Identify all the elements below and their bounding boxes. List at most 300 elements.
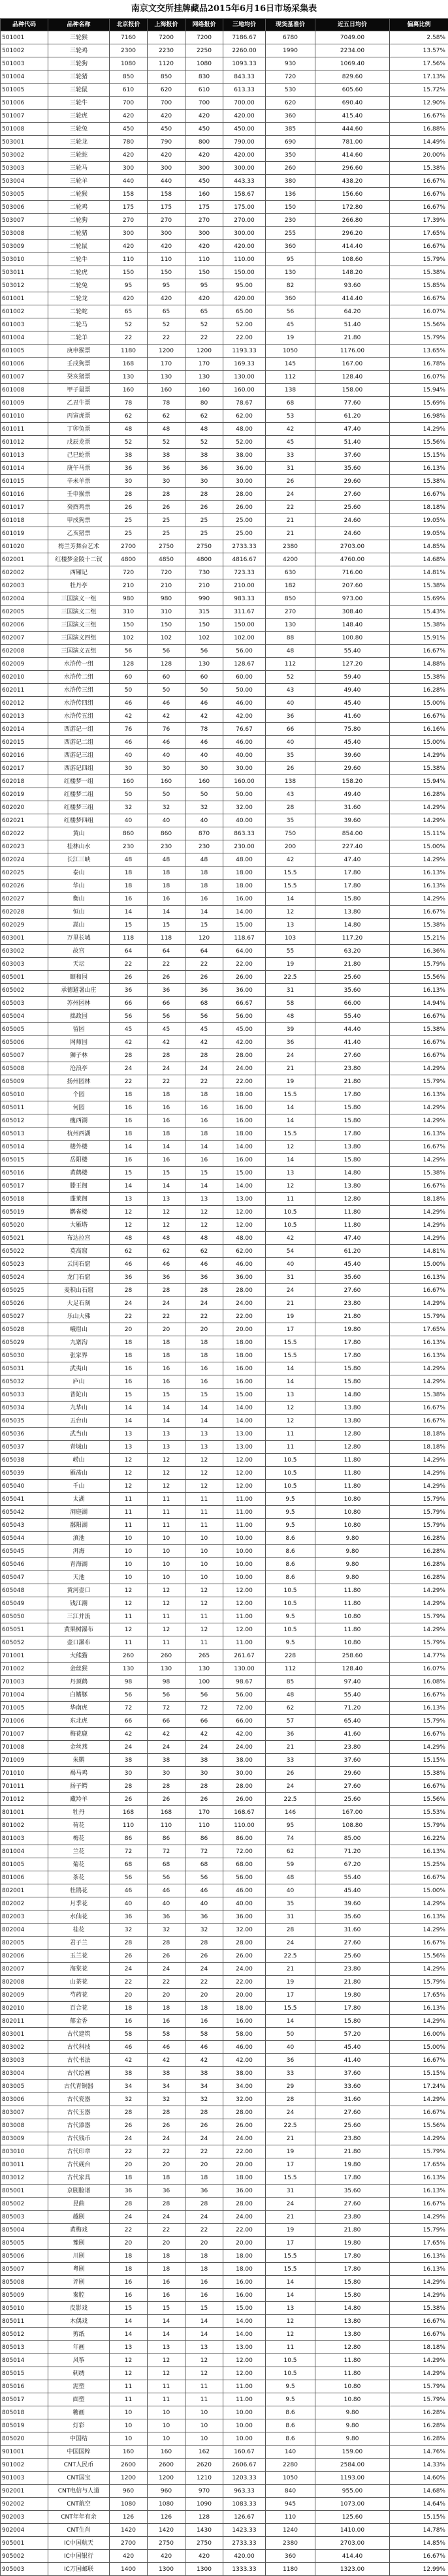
cell-online: 20 (185, 2158, 223, 2171)
cell-online: 62 (185, 410, 223, 423)
cell-deviation: 14.94% (390, 997, 448, 1010)
cell-online: 14 (185, 1402, 223, 1415)
cell-base: 14 (266, 2015, 315, 2028)
cell-shanghai: 78 (148, 397, 185, 410)
cell-code: 803010 (1, 2145, 48, 2158)
table-row (1, 2263, 448, 2276)
cell-online: 28 (185, 2198, 223, 2211)
cell-code: 603002 (1, 945, 48, 958)
table-row (1, 2028, 448, 2041)
cell-5day: 10.80 (315, 1610, 390, 1623)
cell-name: 狮子林 (48, 1049, 110, 1062)
cell-name: 甲戌狗票 (48, 514, 110, 527)
cell-avg: 48.00 (223, 423, 266, 436)
cell-shanghai: 15 (148, 1167, 185, 1180)
cell-deviation: 14.68% (390, 2485, 448, 2498)
cell-avg: 22.00 (223, 331, 266, 345)
table-row (1, 1245, 448, 1258)
cell-code: 503007 (1, 214, 48, 227)
table-row (1, 423, 448, 436)
cell-name: 牡丹 (48, 1806, 110, 1819)
cell-5day: 10.80 (315, 1636, 390, 1649)
cell-deviation: 14.76% (390, 2446, 448, 2459)
cell-online: 7200 (185, 31, 223, 44)
cell-base: 21 (266, 2211, 315, 2224)
cell-code: 801006 (1, 1871, 48, 1884)
cell-deviation: 15.38% (390, 619, 448, 632)
cell-shanghai: 28 (148, 1049, 185, 1062)
cell-beijing: 18 (110, 2263, 148, 2276)
cell-shanghai: 22 (148, 1310, 185, 1323)
table-row (1, 1871, 448, 1884)
cell-beijing: 20 (110, 2158, 148, 2171)
cell-online: 24 (185, 1297, 223, 1310)
cell-code: 802007 (1, 1963, 48, 1976)
cell-beijing: 72 (110, 1845, 148, 1858)
cell-base: 1050 (266, 2472, 315, 2485)
cell-deviation: 16.67% (390, 1049, 448, 1062)
cell-shanghai: 26 (148, 501, 185, 514)
cell-avg: 34.00 (223, 2080, 266, 2093)
cell-base: 850 (266, 592, 315, 606)
cell-name: CNT生肖 (48, 2524, 110, 2537)
cell-online: 12 (185, 2367, 223, 2380)
cell-base: 24 (266, 1780, 315, 1793)
cell-5day: 39.60 (315, 814, 390, 827)
table-row (1, 1610, 448, 1623)
cell-shanghai: 26 (148, 1793, 185, 1806)
cell-avg: 18.00 (223, 1349, 266, 1362)
cell-name: 壬戌狗票 (48, 358, 110, 371)
cell-shanghai: 12 (148, 1454, 185, 1467)
cell-online: 26 (185, 501, 223, 514)
cell-avg: 72.00 (223, 1845, 266, 1858)
cell-code: 605038 (1, 1454, 48, 1467)
cell-deviation: 15.56% (390, 971, 448, 984)
cell-beijing: 58 (110, 2028, 148, 2041)
cell-5day: 10.80 (315, 2393, 390, 2406)
cell-code: 501003 (1, 57, 48, 70)
cell-shanghai: 118 (148, 932, 185, 945)
cell-shanghai: 16 (148, 1154, 185, 1167)
cell-base: 182 (266, 579, 315, 592)
cell-deviation: 16.13% (390, 2263, 448, 2276)
table-row (1, 697, 448, 710)
table-row (1, 1258, 448, 1271)
cell-5day: 13.80 (315, 2328, 390, 2341)
cell-deviation: 16.16% (390, 723, 448, 736)
cell-shanghai: 10 (148, 2432, 185, 2446)
cell-5day: 17.80 (315, 1088, 390, 1101)
cell-5day: 9.80 (315, 1571, 390, 1584)
cell-beijing: 56 (110, 1871, 148, 1884)
cell-5day: 64.20 (315, 305, 390, 318)
cell-code: 602017 (1, 762, 48, 775)
cell-5day: 17.80 (315, 1127, 390, 1141)
cell-deviation: 15.79% (390, 253, 448, 266)
table-row (1, 240, 448, 253)
cell-avg: 46.00 (223, 2041, 266, 2054)
cell-5day: 23.80 (315, 2211, 390, 2224)
cell-5day: 13.80 (315, 1180, 390, 1193)
cell-deviation: 16.78% (390, 358, 448, 371)
cell-name: 千山 (48, 1480, 110, 1493)
cell-beijing: 1400 (110, 2563, 148, 2576)
cell-code: 601002 (1, 305, 48, 318)
cell-name: CNT电信与人道 (48, 2485, 110, 2498)
cell-deviation: 16.13% (390, 880, 448, 893)
cell-avg: 28.00 (223, 1937, 266, 1950)
table-row (1, 1193, 448, 1206)
cell-name: 二轮羊 (48, 331, 110, 345)
cell-beijing: 12 (110, 2367, 148, 2380)
cell-code: 503008 (1, 227, 48, 240)
cell-name: 古代玉器 (48, 2106, 110, 2119)
cell-beijing: 13 (110, 2341, 148, 2354)
cell-deviation: 16.28% (390, 684, 448, 697)
cell-code: 605018 (1, 1193, 48, 1206)
table-row (1, 1793, 448, 1806)
cell-code: 803001 (1, 2028, 48, 2041)
cell-name: 华南虎 (48, 1702, 110, 1715)
cell-deviation: 15.56% (390, 1950, 448, 1963)
table-row (1, 2015, 448, 2028)
cell-name: 泥塑 (48, 2380, 110, 2393)
cell-deviation: 14.29% (390, 801, 448, 814)
table-row (1, 1310, 448, 1323)
cell-beijing: 11 (110, 1506, 148, 1519)
cell-avg: 2733.33 (223, 540, 266, 553)
cell-deviation: 14.29% (390, 1597, 448, 1610)
cell-name: 甲子鼠票 (48, 384, 110, 397)
cell-online: 28 (185, 1049, 223, 1062)
cell-name: 莫高窟 (48, 1245, 110, 1258)
cell-5day: 75.80 (315, 723, 390, 736)
cell-shanghai: 18 (148, 2263, 185, 2276)
cell-beijing: 18 (110, 2250, 148, 2263)
cell-5day: 31.60 (315, 1924, 390, 1937)
cell-shanghai: 16 (148, 1101, 185, 1114)
table-row (1, 2224, 448, 2237)
cell-beijing: 270 (110, 214, 148, 227)
cell-online: 12 (185, 1480, 223, 1493)
cell-beijing: 2700 (110, 540, 148, 553)
cell-code: 701007 (1, 1728, 48, 1741)
cell-code: 605033 (1, 1388, 48, 1402)
table-row (1, 2550, 448, 2563)
cell-base: 15.5 (266, 2171, 315, 2185)
cell-5day: 12.80 (315, 1193, 390, 1206)
cell-online: 1080 (185, 57, 223, 70)
cell-shanghai: 36 (148, 1271, 185, 1284)
cell-base: 9.5 (266, 2380, 315, 2393)
cell-avg: 10.00 (223, 1571, 266, 1584)
cell-beijing: 56 (110, 645, 148, 658)
table-row (1, 1036, 448, 1049)
cell-avg: 420.00 (223, 2550, 266, 2563)
cell-online: 14 (185, 1415, 223, 1428)
cell-5day: 35.60 (315, 462, 390, 475)
cell-name: 中国国粹 (48, 2446, 110, 2459)
cell-name: 古代印章 (48, 2145, 110, 2158)
cell-deviation: 14.29% (390, 1206, 448, 1219)
cell-beijing: 7160 (110, 31, 148, 44)
cell-shanghai: 110 (148, 253, 185, 266)
cell-name: 古代书法 (48, 2054, 110, 2067)
cell-deviation: 15.85% (390, 279, 448, 292)
cell-code: 601020 (1, 540, 48, 553)
cell-shanghai: 60 (148, 671, 185, 684)
cell-avg: 150.00 (223, 619, 266, 632)
cell-beijing: 450 (110, 123, 148, 136)
cell-avg: 18.00 (223, 1336, 266, 1349)
cell-deviation: 14.29% (390, 2276, 448, 2289)
cell-online: 15 (185, 919, 223, 932)
cell-online: 150 (185, 266, 223, 279)
cell-online: 56 (185, 1010, 223, 1023)
cell-base: 1240 (266, 2524, 315, 2537)
cell-online: 34 (185, 2080, 223, 2093)
cell-beijing: 11 (110, 1519, 148, 1532)
cell-code: 603003 (1, 958, 48, 971)
table-row (1, 514, 448, 527)
cell-online: 50 (185, 788, 223, 801)
cell-beijing: 26 (110, 501, 148, 514)
cell-5day: 17.80 (315, 2250, 390, 2263)
cell-deviation: 20.00% (390, 149, 448, 162)
cell-online: 46 (185, 1258, 223, 1271)
cell-code: 803007 (1, 2106, 48, 2119)
cell-beijing: 18 (110, 2171, 148, 2185)
cell-deviation: 14.29% (390, 749, 448, 762)
cell-code: 605019 (1, 1206, 48, 1219)
cell-avg: 158.67 (223, 188, 266, 201)
table-row (1, 788, 448, 801)
cell-shanghai: 72 (148, 1845, 185, 1858)
cell-base: 48 (266, 1689, 315, 1702)
cell-deviation: 13.57% (390, 44, 448, 57)
cell-beijing: 34 (110, 2080, 148, 2093)
cell-avg: 7186.67 (223, 31, 266, 44)
cell-base: 9.5 (266, 1636, 315, 1649)
cell-shanghai: 700 (148, 97, 185, 110)
col-header-shanghai: 上海报价 (148, 19, 185, 31)
cell-avg: 13.00 (223, 1428, 266, 1441)
cell-deviation: 14.33% (390, 2459, 448, 2472)
cell-5day: 39.60 (315, 1897, 390, 1910)
table-row (1, 1702, 448, 1715)
cell-beijing: 13 (110, 1193, 148, 1206)
cell-avg: 12.00 (223, 1454, 266, 1467)
cell-beijing: 12 (110, 1454, 148, 1467)
cell-deviation: 15.79% (390, 331, 448, 345)
cell-beijing: 24 (110, 2132, 148, 2145)
table-row (1, 1180, 448, 1193)
cell-beijing: 24 (110, 1062, 148, 1075)
cell-base: 26 (266, 475, 315, 488)
cell-base: 28 (266, 801, 315, 814)
table-row (1, 1454, 448, 1467)
cell-deviation: 16.13% (390, 2002, 448, 2015)
cell-code: 805018 (1, 2406, 48, 2419)
cell-online: 10 (185, 2406, 223, 2419)
cell-5day: 158.20 (315, 775, 390, 788)
cell-name: 楼外楼 (48, 1141, 110, 1154)
cell-code: 602027 (1, 893, 48, 906)
cell-online: 18 (185, 866, 223, 880)
cell-code: 701004 (1, 1689, 48, 1702)
table-row (1, 2315, 448, 2328)
cell-base: 35 (266, 1897, 315, 1910)
cell-code: 602004 (1, 592, 48, 606)
cell-beijing: 25 (110, 527, 148, 540)
cell-avg: 45.00 (223, 1023, 266, 1036)
cell-deviation: 14.77% (390, 1649, 448, 1663)
cell-code: 805013 (1, 2341, 48, 2354)
cell-avg: 66.00 (223, 1715, 266, 1728)
cell-5day: 29.60 (315, 1767, 390, 1780)
cell-beijing: 150 (110, 266, 148, 279)
cell-beijing: 12 (110, 1597, 148, 1610)
table-row (1, 2093, 448, 2106)
cell-shanghai: 40 (148, 1897, 185, 1910)
cell-shanghai: 310 (148, 606, 185, 619)
table-row (1, 70, 448, 84)
col-header-base: 现货基准价 (266, 19, 315, 31)
cell-avg: 1193.33 (223, 345, 266, 358)
cell-online: 16 (185, 1101, 223, 1114)
cell-avg: 14.00 (223, 1141, 266, 1154)
cell-code: 605008 (1, 1062, 48, 1075)
cell-online: 65 (185, 305, 223, 318)
cell-deviation: 15.00% (390, 697, 448, 710)
cell-base: 14 (266, 1375, 315, 1388)
cell-online: 12 (185, 1597, 223, 1610)
cell-name: 乙丑牛票 (48, 397, 110, 410)
cell-avg: 40.00 (223, 1897, 266, 1910)
cell-avg: 25.00 (223, 527, 266, 540)
cell-avg: 18.00 (223, 866, 266, 880)
cell-avg: 40.00 (223, 749, 266, 762)
cell-name: 水浒传一组 (48, 658, 110, 671)
cell-code: 802010 (1, 2002, 48, 2015)
cell-avg: 18.00 (223, 880, 266, 893)
cell-5day: 35.60 (315, 1271, 390, 1284)
cell-code: 605032 (1, 1375, 48, 1388)
cell-beijing: 160 (110, 775, 148, 788)
cell-avg: 22.00 (223, 2145, 266, 2158)
cell-5day: 414.40 (315, 240, 390, 253)
cell-base: 21 (266, 1963, 315, 1976)
cell-beijing: 24 (110, 2211, 148, 2224)
table-row (1, 397, 448, 410)
cell-5day: 47.40 (315, 423, 390, 436)
cell-5day: 44.40 (315, 1023, 390, 1036)
cell-beijing: 14 (110, 1141, 148, 1154)
cell-5day: 14.80 (315, 1388, 390, 1402)
cell-deviation: 16.13% (390, 866, 448, 880)
table-row (1, 1428, 448, 1441)
cell-base: 59 (266, 1858, 315, 1871)
cell-online: 12 (185, 1206, 223, 1219)
cell-avg: 2606.67 (223, 2459, 266, 2472)
table-row (1, 318, 448, 331)
cell-base: 8.6 (266, 1532, 315, 1545)
cell-online: 1090 (185, 2498, 223, 2511)
cell-shanghai: 38 (148, 2067, 185, 2080)
cell-base: 138 (266, 384, 315, 397)
cell-shanghai: 28 (148, 2198, 185, 2211)
cell-5day: 414.60 (315, 149, 390, 162)
cell-code: 701002 (1, 1663, 48, 1676)
cell-shanghai: 38 (148, 1754, 185, 1767)
cell-base: 360 (266, 292, 315, 305)
col-header-name: 品种名称 (48, 19, 110, 31)
cell-5day: 117.20 (315, 932, 390, 945)
cell-5day: 35.60 (315, 984, 390, 997)
table-row (1, 606, 448, 619)
cell-beijing: 40 (110, 749, 148, 762)
cell-code: 603001 (1, 932, 48, 945)
cell-beijing: 15 (110, 919, 148, 932)
cell-online: 26 (185, 1793, 223, 1806)
cell-online: 970 (185, 2485, 223, 2498)
cell-code: 601005 (1, 345, 48, 358)
cell-online: 315 (185, 606, 223, 619)
table-row (1, 2067, 448, 2080)
cell-shanghai: 110 (148, 1819, 185, 1832)
cell-online: 160 (185, 775, 223, 788)
cell-avg: 26.00 (223, 2119, 266, 2132)
cell-code: 602026 (1, 880, 48, 893)
cell-code: 805015 (1, 2367, 48, 2380)
table-row (1, 1480, 448, 1493)
cell-base: 40 (266, 697, 315, 710)
cell-shanghai: 14 (148, 1180, 185, 1193)
cell-avg: 18.00 (223, 2002, 266, 2015)
table-row (1, 2250, 448, 2263)
cell-beijing: 14 (110, 906, 148, 919)
cell-base: 17 (266, 1323, 315, 1336)
cell-online: 10 (185, 1545, 223, 1558)
cell-5day: 1069.40 (315, 57, 390, 70)
cell-5day: 51.40 (315, 436, 390, 449)
table-row (1, 2328, 448, 2341)
cell-5day: 27.60 (315, 1049, 390, 1062)
cell-base: 62 (266, 1845, 315, 1858)
cell-beijing: 65 (110, 305, 148, 318)
cell-online: 10 (185, 1571, 223, 1584)
cell-base: 8.6 (266, 2432, 315, 2446)
table-row (1, 814, 448, 827)
cell-shanghai: 960 (148, 2485, 185, 2498)
cell-base: 13 (266, 919, 315, 932)
cell-name: 三国演义二组 (48, 606, 110, 619)
cell-shanghai: 66 (148, 997, 185, 1010)
cell-shanghai: 18 (148, 1088, 185, 1101)
cell-beijing: 46 (110, 1258, 148, 1271)
cell-5day: 45.40 (315, 1258, 390, 1271)
cell-code: 503005 (1, 188, 48, 201)
cell-online: 18 (185, 2171, 223, 2185)
cell-online: 16 (185, 1362, 223, 1375)
cell-code: 605010 (1, 1088, 48, 1101)
cell-shanghai: 22 (148, 331, 185, 345)
cell-5day: 148.20 (315, 266, 390, 279)
cell-avg: 20.00 (223, 2158, 266, 2171)
cell-code: 602009 (1, 658, 48, 671)
cell-beijing: 14 (110, 1402, 148, 1415)
